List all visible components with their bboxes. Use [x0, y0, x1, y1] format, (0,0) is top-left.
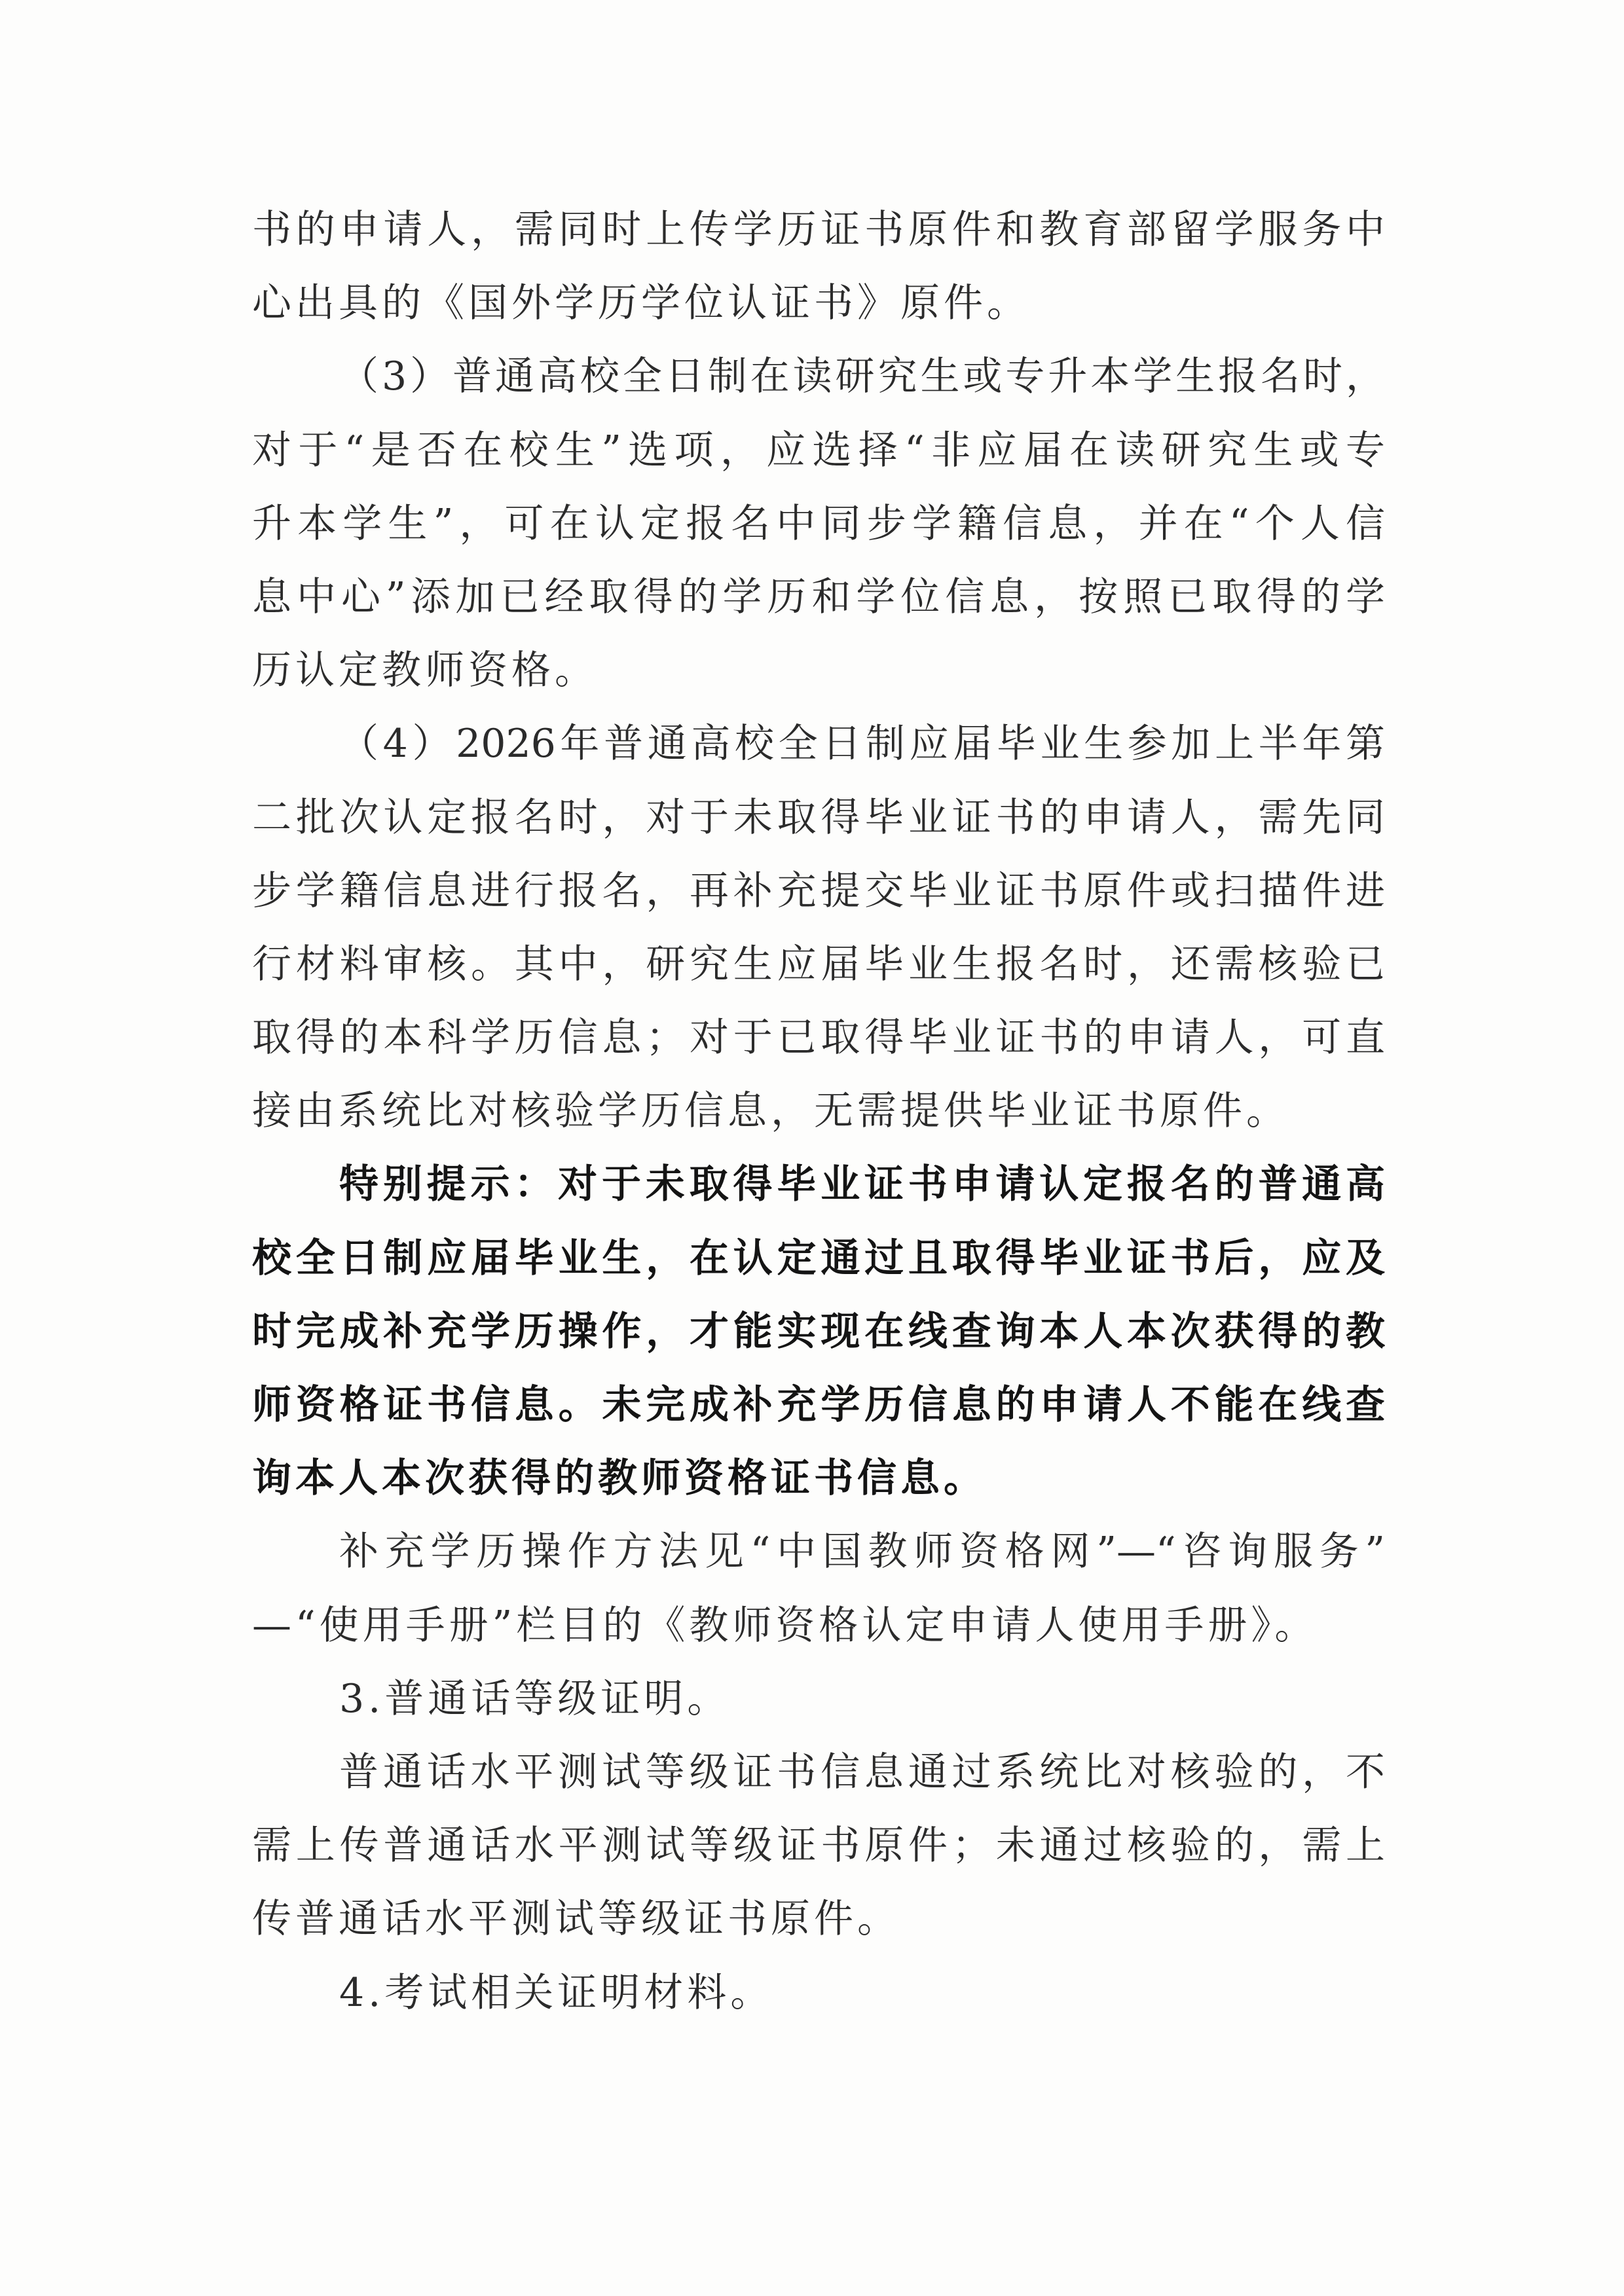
continued-paragraph	[252, 193, 1385, 340]
text-line: 询本人本次获得的教师资格证书信息。	[252, 1455, 987, 1502]
text-line: 时完成补充学历操作，才能实现在线查询本人本次获得的教	[252, 1308, 1385, 1355]
text-line: 步学籍信息进行报名，再补充提交毕业证书原件或扫描件进	[252, 867, 1385, 914]
text-line: —“使用手册”栏目的《教师资格认定申请人使用手册》。	[252, 1602, 1318, 1649]
text-line: 书的申请人，需同时上传学历证书原件和教育部留学服务中	[252, 207, 1385, 253]
section-4-heading	[252, 1956, 1385, 2030]
section-3-body	[252, 1736, 1385, 1956]
text-line: 二批次认定报名时，对于未取得毕业证书的申请人，需先同	[252, 794, 1385, 841]
text-line: （4）2026年普通高校全日制应届毕业生参加上半年第	[339, 721, 1385, 767]
text-line: 接由系统比对核验学历信息，无需提供毕业证书原件。	[252, 1088, 1289, 1135]
text-line: 升本学生”，可在认定报名中同步学籍信息，并在“个人信	[252, 500, 1385, 547]
text-line: 4.考试相关证明材料。	[339, 1969, 774, 2016]
text-line: 行材料审核。其中，研究生应届毕业生报名时，还需核验已	[252, 941, 1385, 987]
text-line: 历认定教师资格。	[252, 647, 598, 694]
item-4-paragraph	[252, 707, 1385, 1148]
item-3-paragraph	[252, 340, 1385, 707]
special-note-paragraph	[252, 1148, 1385, 1515]
text-line: 对于“是否在校生”选项，应选择“非应届在读研究生或专	[252, 427, 1385, 473]
text-line: 取得的本科学历信息；对于已取得毕业证书的申请人，可直	[252, 1015, 1385, 1061]
text-line: 师资格证书信息。未完成补充学历信息的申请人不能在线查	[252, 1382, 1385, 1428]
text-line: 校全日制应届毕业生，在认定通过且取得毕业证书后，应及	[252, 1235, 1385, 1281]
text-line: 普通话水平测试等级证书信息通过系统比对核验的，不	[339, 1749, 1385, 1795]
text-line: 特别提示：对于未取得毕业证书申请认定报名的普通高	[339, 1161, 1385, 1208]
text-line: 息中心”添加已经取得的学历和学位信息，按照已取得的学	[252, 574, 1385, 620]
text-line: 补充学历操作方法见“中国教师资格网”—“咨询服务”	[339, 1529, 1385, 1575]
text-line: 传普通话水平测试等级证书原件。	[252, 1896, 900, 1942]
text-line: 心出具的《国外学历学位认证书》原件。	[252, 280, 1030, 327]
text-line: 需上传普通话水平测试等级证书原件；未通过核验的，需上	[252, 1823, 1385, 1869]
text-line: （3）普通高校全日制在读研究生或专升本学生报名时，	[339, 354, 1385, 400]
document-body	[252, 193, 1385, 2030]
text-line: 3.普通话等级证明。	[339, 1675, 731, 1722]
section-3-heading	[252, 1662, 1385, 1736]
supplement-method-paragraph	[252, 1515, 1385, 1662]
